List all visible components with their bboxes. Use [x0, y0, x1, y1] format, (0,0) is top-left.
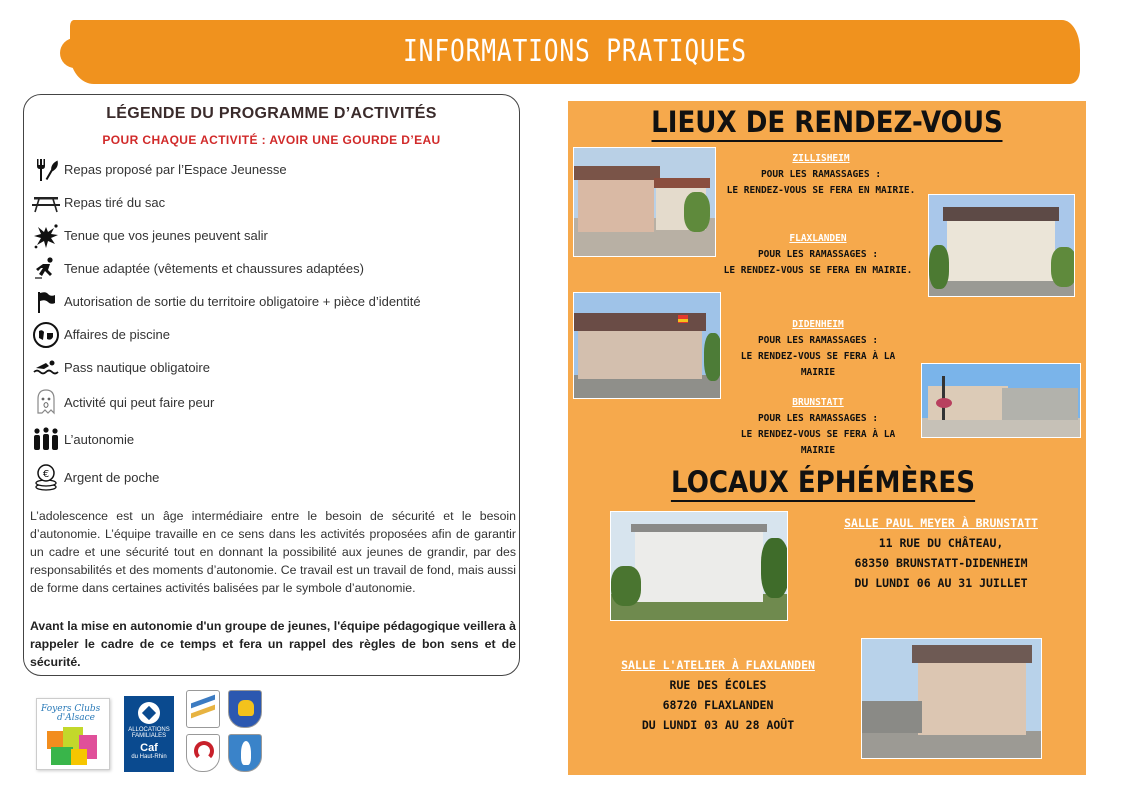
- swim-gear-icon: [30, 320, 62, 350]
- place-name: DIDENHEIM: [792, 319, 844, 330]
- swimmer-icon: [30, 353, 62, 383]
- legend-title: LÉGENDE DU PROGRAMME D’ACTIVITÉS: [106, 105, 437, 122]
- place-line: MAIRIE: [800, 367, 836, 378]
- commune-logo: [186, 690, 220, 728]
- venue-line: RUE DES ÉCOLES: [669, 678, 767, 692]
- place-line: MAIRIE: [800, 445, 836, 456]
- legend-subtitle: POUR CHAQUE ACTIVITÉ : AVOIR UNE GOURDE D’EAU: [102, 133, 441, 147]
- locaux-title-text: LOCAUX ÉPHÉMÈRES: [671, 465, 975, 502]
- locaux-title: [590, 465, 1056, 499]
- place-line: POUR LES RAMASSAGES :: [760, 169, 882, 180]
- svg-text:€: €: [42, 469, 50, 480]
- rdv-title: [594, 105, 1060, 139]
- autonomy-warning: Avant la mise en autonomie d'un groupe de jeunes, l'équipe pédagogique veillera à rappeler le cadre de ce temps et fera un rappel des règles de bon sens et de sécurité.: [30, 619, 516, 669]
- legend-item: [30, 351, 510, 384]
- place-line: POUR LES RAMASSAGES :: [757, 335, 879, 346]
- mermaid-crest-logo: [228, 734, 262, 772]
- venue-line: 11 RUE DU CHÂTEAU,: [878, 536, 1004, 550]
- legend-item: [30, 219, 510, 252]
- legend-item: [30, 285, 510, 318]
- legend-item-label: Repas proposé par l’Espace Jeunesse: [64, 162, 287, 177]
- ghost-icon: [30, 387, 62, 417]
- legend-item: [30, 318, 510, 351]
- autonomy-paragraph: L’adolescence est un âge intermédiaire entre le besoin de sécurité et le besoin d’autonomie. L’équipe travaille en ce sens dans les activités proposées afin de garantir un cadre et une sécurité tout en donnant la possibilité aux jeunes de grandir, par des responsabilités et des moments d’autonomie. Ce travail est un travail de fond, mais aussi de forme dans certaines activités balisées par le symbole d’autonomie.: [30, 509, 516, 595]
- partner-logos: [36, 688, 276, 778]
- logo-text: Foyers Clubs: [41, 704, 101, 714]
- venue-line: 68720 FLAXLANDEN: [662, 698, 774, 712]
- didenheim-photo: [573, 292, 721, 399]
- legend-item: [30, 186, 510, 219]
- place-name: ZILLISHEIM: [792, 153, 850, 164]
- paint-splat-icon: [30, 221, 62, 251]
- info-panel: [568, 101, 1086, 775]
- logo-text: ALLOCATIONS: [128, 727, 170, 733]
- salle-atelier-photo: [861, 638, 1042, 759]
- legend-item-label: Argent de poche: [64, 469, 160, 485]
- legend-item: [30, 420, 510, 458]
- legend-list: [30, 153, 510, 496]
- place-line: LE RENDEZ-VOUS SE FERA À LA: [740, 351, 896, 362]
- coins-icon: [30, 462, 62, 492]
- legend-item-label: Affaires de piscine: [64, 327, 170, 342]
- place-line: LE RENDEZ-VOUS SE FERA EN MAIRIE.: [723, 265, 913, 276]
- place-name: BRUNSTATT: [792, 397, 844, 408]
- picnic-table-icon: [30, 188, 62, 218]
- place-didenheim: [720, 317, 916, 381]
- place-flaxlanden: [713, 231, 923, 279]
- deer-crest-logo: [228, 690, 262, 728]
- legend-item: [30, 458, 510, 496]
- legend-item: [30, 153, 510, 186]
- logo-text: du Haut-Rhin: [131, 754, 167, 760]
- logo-text: d'Alsace: [57, 713, 95, 723]
- place-line: POUR LES RAMASSAGES :: [757, 413, 879, 424]
- caf-logo: [124, 696, 174, 772]
- logo-text: FAMILIALES: [131, 733, 167, 739]
- salle-paul-meyer-photo: [610, 511, 788, 621]
- place-line: LE RENDEZ-VOUS SE FERA EN MAIRIE.: [726, 185, 916, 196]
- place-name: FLAXLANDEN: [789, 233, 847, 244]
- venue-paul-meyer: [806, 513, 1076, 593]
- place-brunstatt: [720, 395, 916, 459]
- legend-item-label: Repas tiré du sac: [64, 195, 166, 210]
- legend-item-label: Tenue adaptée (vêtements et chaussures adaptées): [64, 261, 364, 276]
- legend-item-label: L’autonomie: [64, 431, 135, 447]
- fork-knife-icon: [30, 155, 62, 185]
- place-line: LE RENDEZ-VOUS SE FERA À LA: [740, 429, 896, 440]
- venue-name: SALLE PAUL MEYER À BRUNSTATT: [844, 516, 1038, 530]
- horseshoe-crest-logo: [186, 734, 220, 772]
- venue-name: SALLE L'ATELIER À FLAXLANDEN: [621, 658, 815, 672]
- venue-line: DU LUNDI 03 AU 28 AOÛT: [641, 718, 795, 732]
- foyers-clubs-logo: [36, 698, 110, 770]
- group-icon: [30, 424, 62, 454]
- legend-item-label: Autorisation de sortie du territoire obligatoire + pièce d’identité: [64, 294, 421, 309]
- legend-item-label: Activité qui peut faire peur: [64, 394, 215, 410]
- legend-item-label: Pass nautique obligatoire: [64, 360, 210, 375]
- header-banner: [70, 20, 1080, 84]
- legend-item-label: Tenue que vos jeunes peuvent salir: [64, 228, 268, 243]
- legend-panel: [23, 94, 520, 676]
- legend-item: [30, 384, 510, 420]
- place-line: POUR LES RAMASSAGES :: [757, 249, 879, 260]
- runner-icon: [30, 254, 62, 284]
- zillisheim-photo: [573, 147, 716, 257]
- page-title: INFORMATIONS PRATIQUES: [403, 34, 747, 69]
- logo-text: Caf: [140, 742, 158, 754]
- venue-atelier: [598, 655, 838, 735]
- brunstatt-photo: [921, 363, 1081, 438]
- flaxlanden-photo: [928, 194, 1075, 297]
- venue-line: DU LUNDI 06 AU 31 JUILLET: [854, 576, 1028, 590]
- legend-item: [30, 252, 510, 285]
- place-zillisheim: [716, 151, 926, 199]
- rdv-title-text: LIEUX DE RENDEZ-VOUS: [651, 105, 1003, 142]
- venue-line: 68350 BRUNSTATT-DIDENHEIM: [854, 556, 1028, 570]
- flag-icon: [30, 287, 62, 317]
